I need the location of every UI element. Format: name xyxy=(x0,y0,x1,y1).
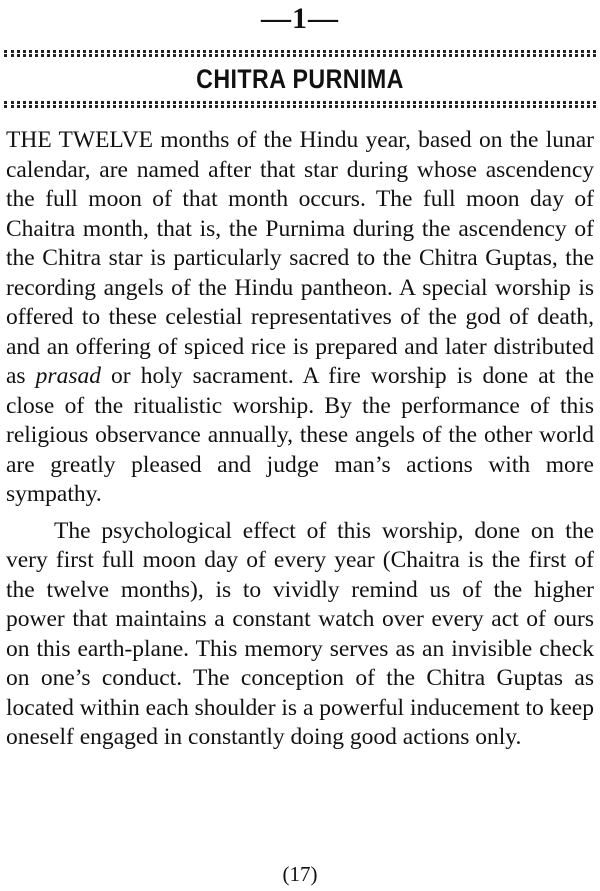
paragraph-1-text-before: THE TWELVE months of the Hindu year, based on the lunar calendar, are named after that star during whose ascendency the full moon of that month occurs. The full moon day of Chaitra month, that is, the Purnima during the ascendency of the Chitra star is particularly sacred to the Chitra Guptas, the recording angels of the Hindu pantheon. A special worship is offered to these celestial representatives of the god of death, and an offering of spiced rice is prepared and later distributed as xyxy=(6,127,594,389)
body-text xyxy=(6,126,594,753)
paragraph-2: The psychological effect of this worship, done on the very first full moon day of every year (Chaitra is the first of the twelve months), is to vividly remind us of the higher power that maintains a constant watch over every act of ours on this earth-plane. This memory serves as an invisible check on one’s conduct. The conception of the Chitra Guptas as located within each shoulder is a powerful inducement to keep oneself engaged in constantly doing good actions only. xyxy=(6,517,594,750)
bottom-dotted-rule-inner xyxy=(4,101,596,104)
paragraph-1-italic-term: prasad xyxy=(35,363,101,389)
page-number: (17) xyxy=(282,862,318,886)
paragraph-1-text-after: or holy sacrament. A fire worship is done at the close of the ritualistic worship. By the performance of this religious observance annually, these angels of the other world are greatly pleased and judge man’s actions with more sympathy. xyxy=(6,363,595,507)
top-dotted-rule xyxy=(4,50,596,53)
chapter-number: —1— xyxy=(261,2,339,35)
bottom-dotted-rule xyxy=(4,105,596,108)
paragraph-1 xyxy=(6,126,594,510)
top-dotted-rule-inner xyxy=(4,54,596,57)
chapter-title: CHITRA PURNIMA xyxy=(196,64,404,94)
